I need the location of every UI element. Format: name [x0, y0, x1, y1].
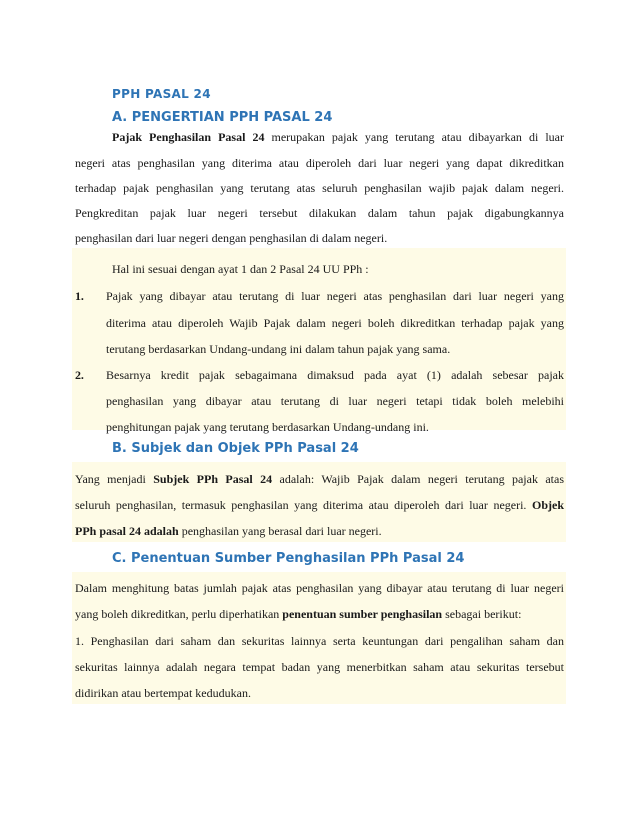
section-b-line-3: PPh pasal 24 adalah penghasilan yang berasal dari luar negeri.	[75, 524, 382, 538]
list-item-number-2: 2.	[75, 368, 84, 382]
list-item-number-1: 1.	[75, 289, 84, 303]
page-title: PPH PASAL 24	[112, 87, 211, 101]
section-a-term: Pajak Penghasilan Pasal 24	[112, 130, 265, 144]
objek-term-cont: PPh pasal 24 adalah	[75, 524, 179, 538]
objek-term: Objek	[531, 498, 564, 512]
sumber-term: penentuan sumber penghasilan	[282, 607, 443, 621]
list-item-2-line-1: Besarnya kredit pajak sebagaimana dimaksud pada ayat (1) adalah sebesar pajak	[106, 368, 564, 382]
subjek-term: Subjek PPh Pasal 24	[153, 472, 273, 486]
section-a-line-3: terhadap pajak penghasilan yang terutang atas seluruh penghasilan wajib pajak dalam negeri.	[75, 181, 564, 195]
section-c-line-4: sekuritas lainnya adalah negara tempat badan yang menerbitkan saham atau sekuritas tersebut	[75, 660, 564, 674]
section-c-line-1: Dalam menghitung batas jumlah pajak atas penghasilan yang dibayar atau terutang di luar negeri	[75, 581, 564, 595]
section-a-heading: A. PENGERTIAN PPH PASAL 24	[112, 110, 333, 125]
list-item-2-line-3: penghitungan pajak yang terutang berdasarkan Undang-undang ini.	[106, 420, 429, 434]
list-item-1-line-1: Pajak yang dibayar atau terutang di luar negeri atas penghasilan dari luar negeri yang	[106, 289, 564, 303]
section-a-intro: Hal ini sesuai dengan ayat 1 dan 2 Pasal 24 UU PPh :	[112, 262, 369, 276]
section-a-line-4: Pengkreditan pajak luar negeri tersebut dilakukan dalam tahun pajak digabungkannya	[75, 206, 564, 220]
list-item-1-line-2: diterima atau diperoleh Wajib Pajak dalam negeri boleh dikreditkan terhadap pajak yang	[106, 316, 564, 330]
section-a-line-1: Pajak Penghasilan Pasal 24 merupakan pajak yang terutang atau dibayarkan di luar	[112, 130, 564, 144]
section-a-line-5: penghasilan dari luar negeri dengan penghasilan di dalam negeri.	[75, 231, 388, 245]
section-a-line-2: negeri atas penghasilan yang diterima atau diperoleh dari luar negeri yang dapat dikreditkan	[75, 156, 564, 170]
section-c-line-2: yang boleh dikreditkan, perlu diperhatikan penentuan sumber penghasilan sebagai berikut:	[75, 607, 522, 621]
section-b-heading: B. Subjek dan Objek PPh Pasal 24	[112, 441, 359, 456]
section-c-line-3: 1. Penghasilan dari saham dan sekuritas lainnya serta keuntungan dari pengalihan saham dan	[75, 634, 564, 648]
list-item-1-line-3: terutang berdasarkan Undang-undang ini dalam tahun pajak yang sama.	[106, 342, 451, 356]
section-c-heading: C. Penentuan Sumber Penghasilan PPh Pasal 24	[112, 551, 465, 566]
section-c-line-5: didirikan atau bertempat kedudukan.	[75, 686, 251, 700]
list-item-2-line-2: penghasilan yang dibayar atau terutang di luar negeri tetapi tidak boleh melebihi	[106, 394, 564, 408]
section-b-line-1: Yang menjadi Subjek PPh Pasal 24 adalah: Wajib Pajak dalam negeri terutang pajak atas	[75, 472, 564, 486]
section-b-line-2: seluruh penghasilan, termasuk penghasilan yang diterima atau diperoleh dari luar negeri. Objek	[75, 498, 564, 512]
